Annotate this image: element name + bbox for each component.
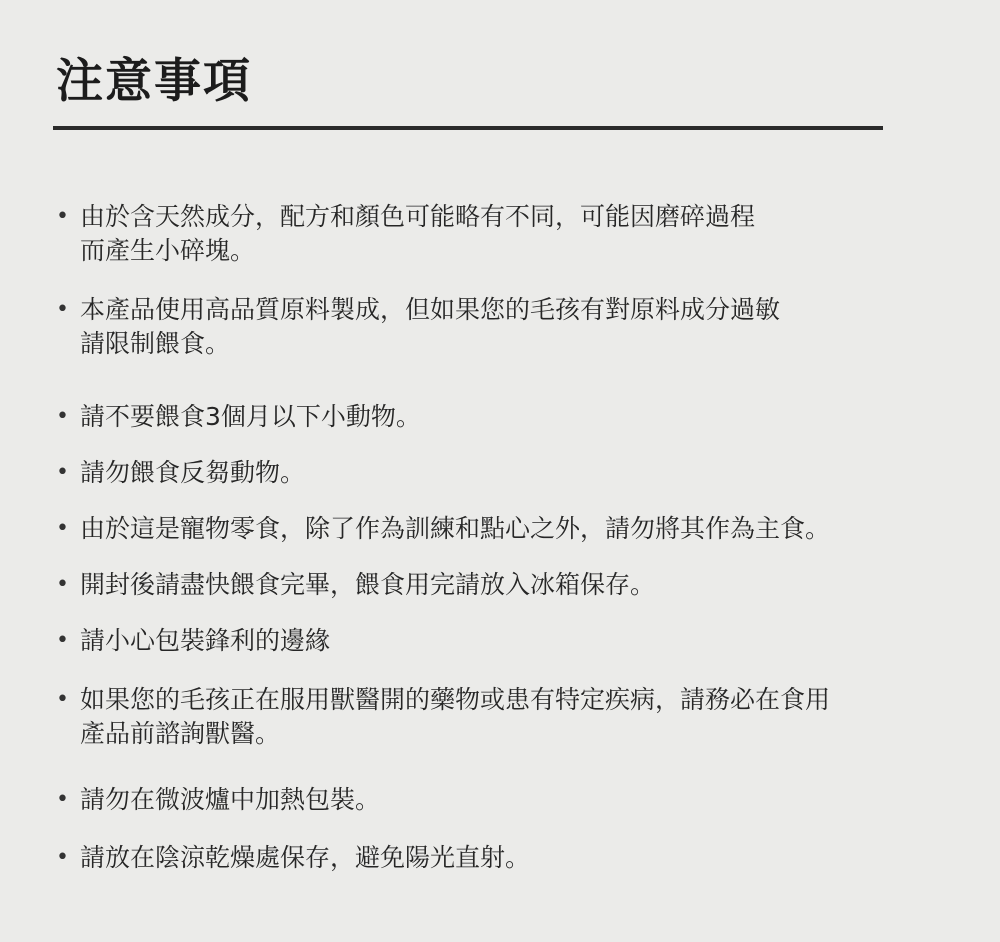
note-line: 由於含天然成分，配方和顏色可能略有不同，可能因磨碎過程 <box>80 202 756 231</box>
note-line: 開封後請盡快餵食完畢，餵食用完請放入冰箱保存。 <box>80 570 656 599</box>
note-text <box>80 841 980 875</box>
bullet-icon: • <box>56 572 69 597</box>
note-text <box>80 512 980 546</box>
note-text <box>80 456 980 490</box>
bullet-icon: • <box>56 516 69 541</box>
note-line: 如果您的毛孩正在服用獸醫開的藥物或患有特定疾病，請務必在食用 <box>80 685 831 714</box>
note-text <box>80 624 980 658</box>
note-line: 請不要餵食3個月以下小動物。 <box>80 402 421 431</box>
note-line: 產品前諮詢獸醫。 <box>80 719 281 748</box>
note-line: 請勿在微波爐中加熱包裝。 <box>80 785 381 814</box>
bullet-icon: • <box>56 460 69 485</box>
note-text <box>80 783 980 817</box>
bullet-icon: • <box>56 404 69 429</box>
note-text <box>80 568 980 602</box>
note-text <box>80 293 980 361</box>
bullet-icon: • <box>56 787 69 812</box>
note-line: 請放在陰涼乾燥處保存，避免陽光直射。 <box>80 843 531 872</box>
note-line: 請限制餵食。 <box>80 329 231 358</box>
note-line: 請小心包裝鋒利的邊緣 <box>80 626 331 655</box>
page-title: 注意事項 <box>56 54 252 109</box>
bullet-icon: • <box>56 628 69 653</box>
note-text <box>80 400 980 434</box>
note-text <box>80 683 980 751</box>
bullet-icon: • <box>56 845 69 870</box>
bullet-icon: • <box>56 297 69 322</box>
note-line: 由於這是寵物零食，除了作為訓練和點心之外，請勿將其作為主食。 <box>80 514 831 543</box>
bullet-icon: • <box>56 687 69 712</box>
title-divider <box>53 126 883 130</box>
note-line: 請勿餵食反芻動物。 <box>80 458 306 487</box>
note-line: 而產生小碎塊。 <box>80 236 256 265</box>
note-line: 本產品使用高品質原料製成，但如果您的毛孩有對原料成分過敏 <box>80 295 781 324</box>
note-text <box>80 200 980 268</box>
bullet-icon: • <box>56 204 69 229</box>
